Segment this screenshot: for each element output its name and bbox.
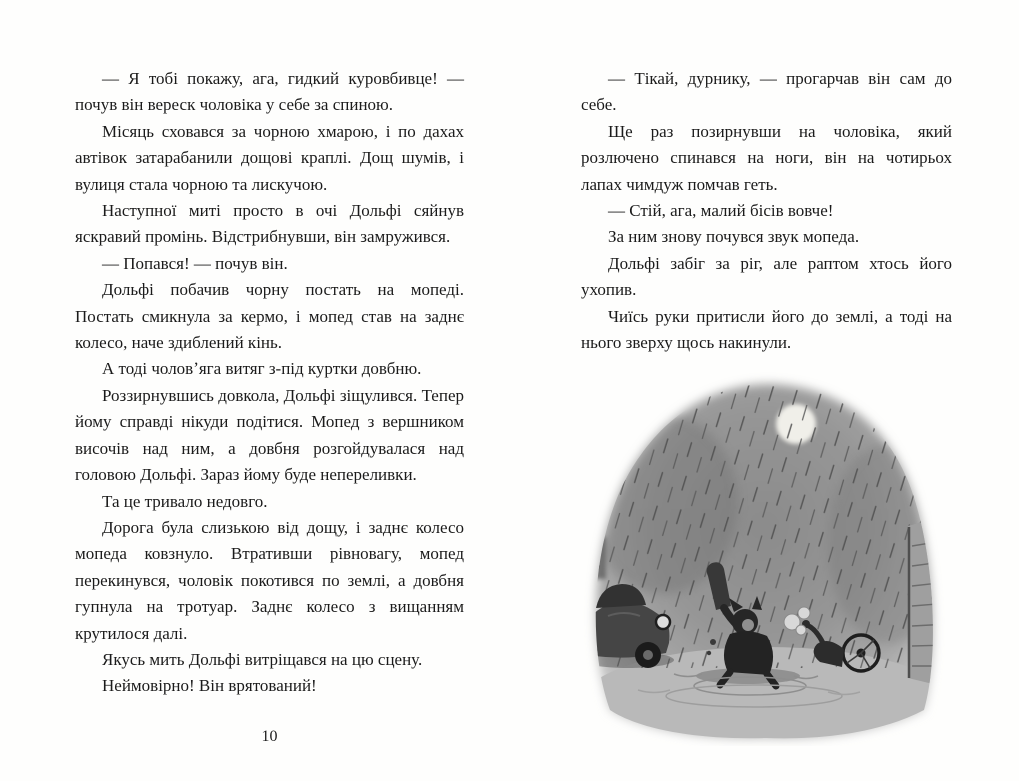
headlight	[656, 615, 670, 629]
paragraph: — Я тобі покажу, ага, гидкий куровбивце! — почув він вереск чоловіка у себе за спиною.	[75, 69, 464, 115]
paragraph: Неймовірно! Він врятований!	[102, 676, 317, 696]
right-page-text	[581, 66, 952, 356]
paragraph: Чиїсь руки притисли його до землі, а тоді на нього зверху щось накинули.	[581, 306, 952, 353]
paragraph: А тоді чоловʼяга витяг з-під куртки довбню.	[102, 359, 422, 379]
paragraph: Дольфі побачив чорну постать на мопеді. Постать смикнула за кермо, і мопед став на заднє колесо, наче здиблений кінь.	[75, 280, 464, 353]
brick-wall	[908, 514, 950, 688]
paragraph: — Попався! — почув він.	[102, 253, 288, 273]
paragraph: Дольфі забіг за ріг, але раптом хтось його ухопив.	[581, 253, 952, 300]
illustration-rainy-scene	[578, 354, 953, 746]
rain-scene-drawing	[578, 354, 953, 746]
paragraph: — Стій, ага, малий бісів вовче!	[608, 201, 834, 221]
paragraph: Роззирнувшись довкола, Дольфі зіщулився. Тепер йому справді нікуди подітися. Мопед з вершником височів над ним, а довбня розгойдувалася над головою Дольфі. Зараз йому буде непереливки.	[75, 385, 464, 485]
left-page-text	[75, 66, 464, 700]
paragraph: Дорога була слизькою від дощу, і заднє колесо мопеда ковзнуло. Втративши рівновагу, мопед перекинувся, чоловік покотився по землі, а довбня гупнула на тротуар. Заднє колесо з вищанням крутилося далі.	[75, 517, 464, 643]
paragraph: Якусь мить Дольфі витріщався на цю сцену.	[102, 649, 423, 669]
paragraph: Ще раз позирнувши на чоловіка, який розлючено спинався на ноги, він на чотирьох лапах чимдуж помчав геть.	[581, 121, 952, 194]
scene-contents	[578, 368, 953, 746]
dark-doorway	[586, 537, 606, 579]
paragraph: Місяць сховався за чорною хмарою, і по дахах автівок затарабанили дощові краплі. Дощ шумів, і вулиця стала чорною та лискучою.	[75, 121, 464, 194]
paragraph: Та це тривало недовго.	[102, 491, 268, 511]
paragraph: — Тікай, дурнику, — прогарчав він сам до себе.	[581, 69, 952, 115]
page-number: 10	[261, 728, 278, 745]
paragraph: За ним знову почувся звук мопеда.	[608, 227, 860, 247]
paragraph: Наступної миті просто в очі Дольфі сяйнув яскравий промінь. Відстрибнувши, він замружився.	[75, 201, 464, 247]
